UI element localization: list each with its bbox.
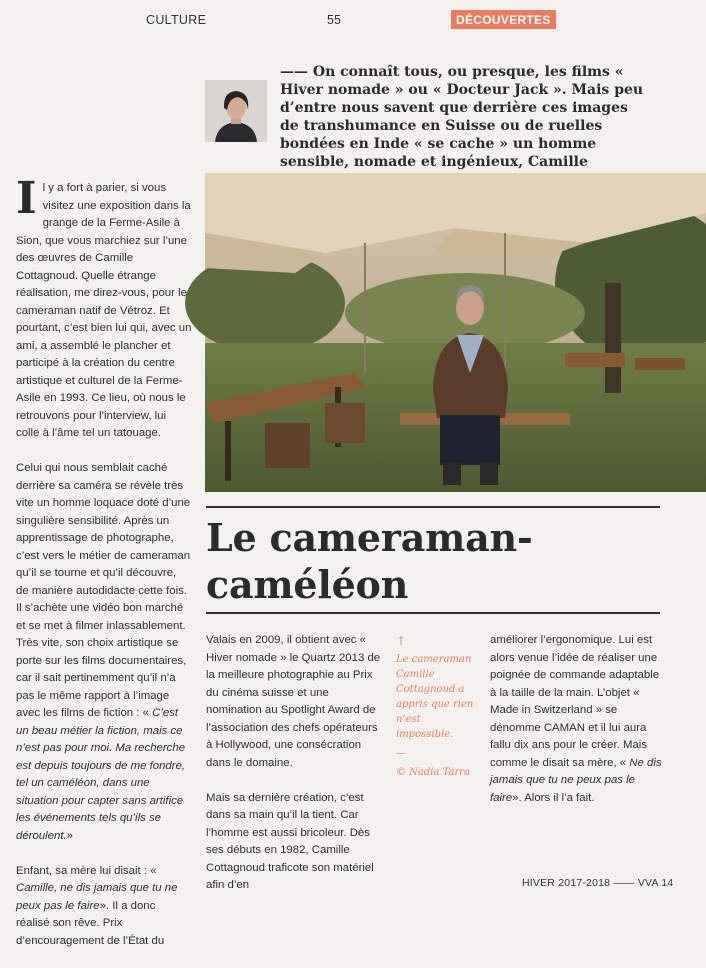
paragraph-5: Mais sa dernière création, c’est dans sa main qu’il la tient. Car l’homme est aussi bricoleur. Dès ses débuts en 1982, Camille Cottagnoud traficote son matériel afin d’en bbox=[206, 791, 374, 891]
arrow-up-icon: ↑ bbox=[396, 634, 407, 648]
paragraph-4: Valais en 2009, il obtient avec « Hiver nomade » le Quartz 2013 de la meilleure photographie au Prix du cinéma suisse et une nomination au Spotlight Award de l’association des chefs opérateurs à Hollywood, une consécration dans le domaine. bbox=[206, 634, 381, 769]
drop-cap: I bbox=[16, 173, 37, 224]
top-rule bbox=[206, 506, 660, 508]
page-number: 55 bbox=[327, 13, 341, 27]
right-column bbox=[490, 632, 666, 825]
headline-line-1: Le cameraman- bbox=[206, 515, 533, 560]
author-avatar bbox=[205, 80, 267, 142]
quote: Camille, ne dis jamais que tu ne peux pas le faire bbox=[16, 882, 178, 912]
lead-text: —— On connaît tous, ou presque, les films « Hiver nomade » ou « Docteur Jack ». Mais peu d’entre nous savent que derrière ces images de transhumance en Suisse ou de ruelles bondées en Inde « se cache » un homme sensible, nomade et ingénieux, Camille bbox=[280, 64, 644, 170]
page-footer: HIVER 2017-2018 —— VVA 14 bbox=[522, 877, 674, 889]
quote: Ne dis jamais que tu ne peux pas le faire bbox=[490, 756, 662, 804]
section-badge: DÉCOUVERTES bbox=[451, 10, 556, 29]
caption-dash: — bbox=[396, 748, 406, 759]
caption-text: Le cameraman Camille Cottagnoud a appris que rien n’est impossible. bbox=[396, 654, 474, 740]
middle-column bbox=[206, 632, 386, 912]
paragraph-3: Enfant, sa mère lui disait : « Camille, ne dis jamais que tu ne peux pas le faire». Il a donc réalisé son rêve. Prix d’encouragement de l’État du bbox=[16, 864, 178, 947]
bottom-rule bbox=[206, 612, 660, 614]
left-column bbox=[16, 173, 192, 968]
headline-line-2: caméléon bbox=[206, 562, 409, 607]
section-label: CULTURE bbox=[146, 13, 207, 27]
paragraph-1: I l y a fort à parier, si vous visitez une exposition dans la grange de la Ferme-Asile à Sion, que vous marchiez sur l’une des œuvres de Camille Cottagnoud. Quelle étrange réalisation, me direz-vous, pour le cameraman natif de Vétroz. Et pourtant, c’est bien lui qui, avec un ami, a assemblé le plancher et participé à la création du centre artistique et culturel de la Ferme-Asile en 1993. Ce lieu, où nous le retrouvons pour l’interview, lui colle à l’âme tel un tatouage. bbox=[16, 173, 192, 439]
photo-caption bbox=[396, 634, 480, 780]
article-headline bbox=[206, 514, 533, 608]
photo-credit: © Nadia Tarra bbox=[396, 767, 471, 778]
paragraph-6: améliorer l’ergonomique. Lui est alors venue l’idée de réaliser une poignée de commande adaptable à la taille de la main. L’objet « Made in Switzerland » se dénomme CAMAN et il lui aura fallu dix ans pour le créer. Mais comme le disait sa mère, « Ne dis jamais que tu ne peux pas le faire». Alors il l’a fait. bbox=[490, 634, 662, 804]
paragraph-2: Celui qui nous semblait caché derrière sa caméra se révèle très vite un homme loquace doté d’une singulière sensibilité. Après un apprentissage de photographe, c’est vers le métier de cameraman qu’il se tourne et qu’il découvre, de manière autodidacte cette fois. Il s’achète une vidéo bon marché et se met à filmer inlassablement. Très vite, son choix artistique se porte sur les films documentaires, car il sait pertinemment qu’il n’a pas le même rapport à l’image avec les films de fiction : « C’est un beau métier la fiction, mais ce n’est pas pour moi. Ma recherche est depuis toujours de me fondre, tel un caméléon, dans une situation pour capter sans artifice les événements tels qu’ils se déroulent.» bbox=[16, 462, 191, 842]
quote: C’est un beau métier la fiction, mais ce n’est pas pour moi. Ma recherche est depuis toujours de me fondre, tel un caméléon, dans une situation pour capter sans artifice les événements tels qu’ils se déroulent. bbox=[16, 707, 186, 842]
article-photo bbox=[205, 173, 706, 492]
